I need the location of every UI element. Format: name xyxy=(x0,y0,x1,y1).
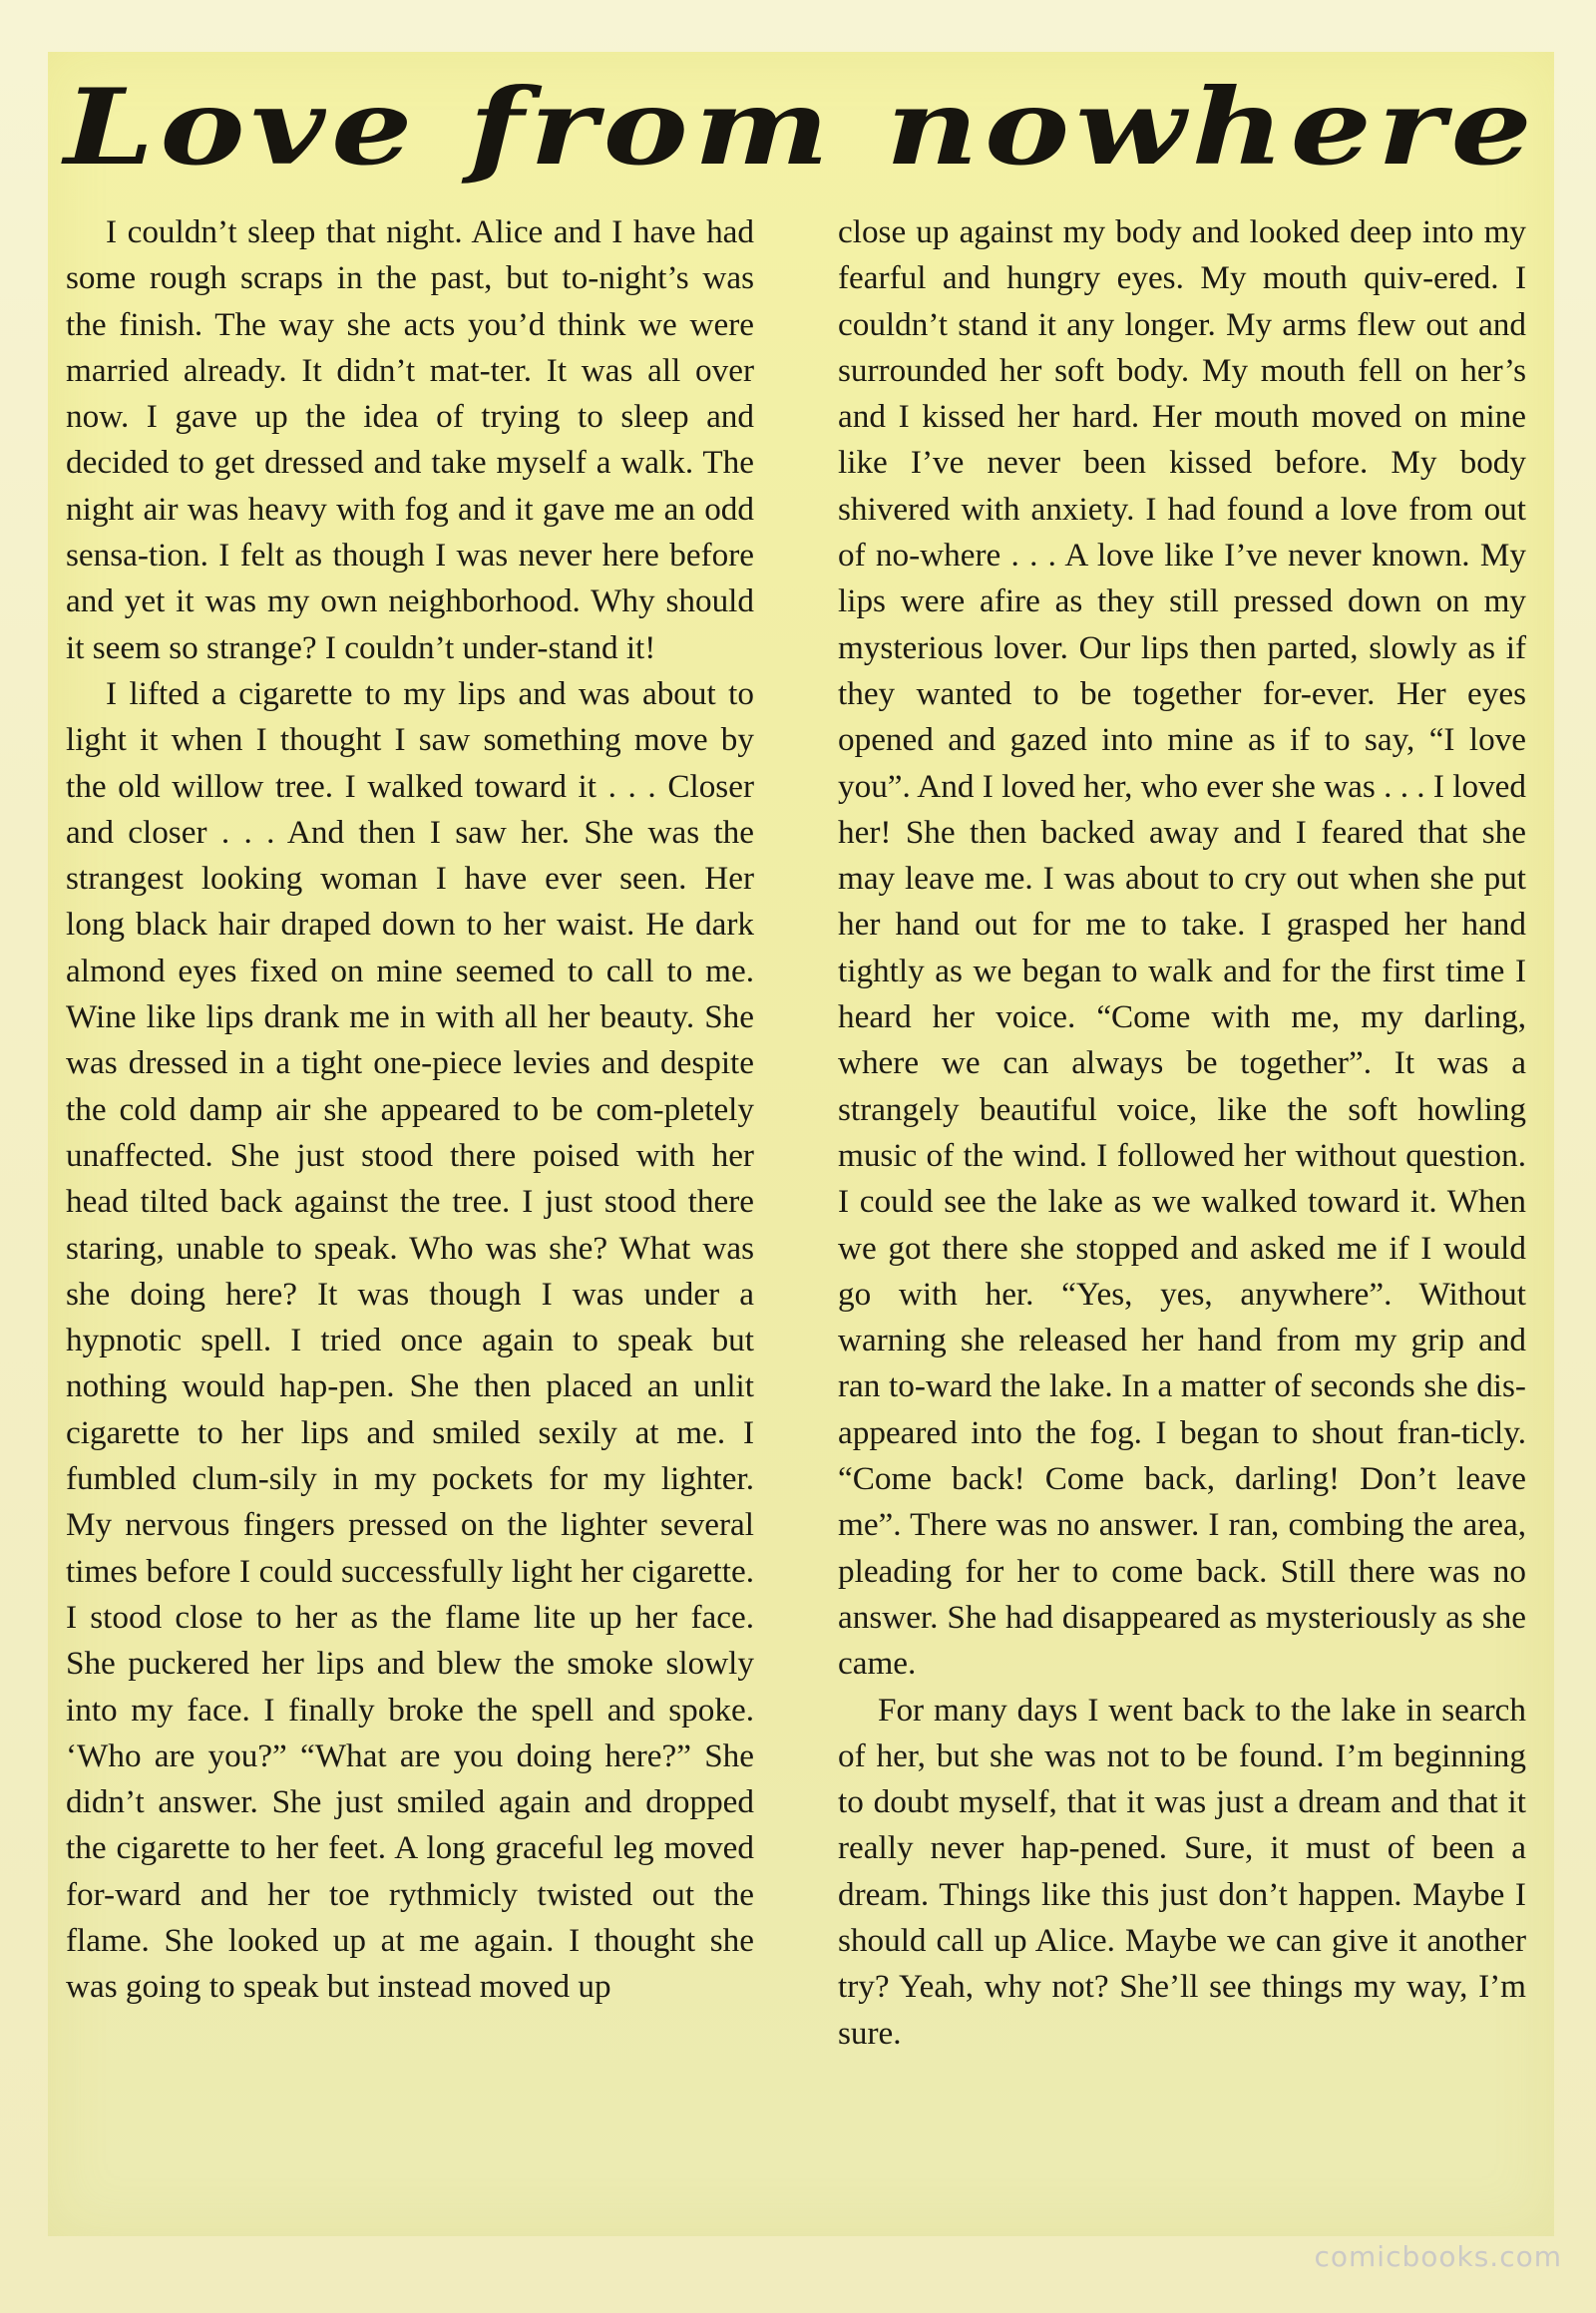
story-paragraph: I couldn’t sleep that night. Alice and I have had some rough scraps in the past, but to-night’s was the finish. The way she acts you’d think we were married already. It didn’t mat-ter. It was all over now. I gave up the idea of trying to sleep and decided to get dressed and take myself a walk. The night air was heavy with fog and it gave me an odd sensa-tion. I felt as though I was never here before and yet it was my own neighborhood. Why should it seem so strange? I couldn’t under-stand it! xyxy=(66,213,754,666)
text-column-left xyxy=(66,209,754,2011)
story-paragraph: I lifted a cigarette to my lips and was about to light it when I thought I saw something move by the old willow tree. I walked toward it . . . Closer and closer . . . And then I saw her. She was the strangest looking woman I have ever seen. Her long black hair draped down to her waist. He dark almond eyes fixed on mine seemed to call to me. Wine like lips drank me in with all her beauty. She was dressed in a tight one-piece levies and despite the cold damp air she appeared to be com-pletely unaffected. She just stood there poised with her head tilted back against the tree. I just stood there staring, unable to speak. Who was she? What was she doing here? It was though I was under a hypnotic spell. I tried once again to speak but nothing would hap-pen. She then placed an unlit cigarette to her lips and smiled sexily at me. I fumbled clum-sily in my pockets for my lighter. My nervous fingers pressed on the lighter several times before I could successfully light her cigarette. I stood close to her as the flame lite up her face. She puckered her lips and blew the smoke slowly into my face. I finally broke the spell and spoke. ‘Who are you?” “What are you doing here?” She didn’t answer. She just smiled again and dropped the cigarette to her feet. A long graceful leg moved for-ward and her toe rythmicly twisted out the flame. She looked up at me again. I thought she was going to speak but instead moved up xyxy=(66,674,754,2006)
story-paragraph-continued: close up against my body and looked deep into my fearful and hungry eyes. My mouth quiv-ered. I couldn’t stand it any longer. My arms flew out and surrounded her soft body. My mouth fell on her’s and I kissed her hard. Her mouth moved on mine like I’ve never been kissed before. My body shivered with anxiety. I had found a love from out of no-where . . . A love like I’ve never known. My lips were afire as they still pressed down on my mysterious lover. Our lips then parted, slowly as if they wanted to be together for-ever. Her eyes opened and gazed into mine as if to say, “I love you”. And I loved her, who ever she was . . . I loved her! She then backed away and I feared that she may leave me. I was about to cry out when she put her hand out for me to take. I grasped her hand tightly as we began to walk and for the first time I heard her voice. “Come with me, my darling, where we can always be together”. It was a strangely beautiful voice, like the soft howling music of the wind. I followed her without question. I could see the lake as we walked toward it. When we got there she stopped and asked me if I would go with her. “Yes, yes, anywhere”. Without warning she released her hand from my grip and ran to-ward the lake. In a matter of seconds she dis-appeared into the fog. I began to shout fran-ticly. “Come back! Come back, darling! Don’t leave me”. There was no answer. I ran, combing the area, pleading for her to come back. Still there was no answer. She had disappeared as mysteriously as she came. xyxy=(838,213,1526,1683)
story-title: Love from nowhere xyxy=(64,66,1538,190)
story-paragraph: For many days I went back to the lake in search of her, but she was not to be found. I’m beginning to doubt myself, that it was just a dream and that it really never hap-pened. Sure, it must of been a dream. Things like this just don’t happen. Maybe I should call up Alice. Maybe we can give it another try? Yeah, why not? She’ll see things my way, I’m sure. xyxy=(838,1691,1526,2052)
site-watermark: comicbooks.com xyxy=(1314,2240,1562,2273)
text-column-right xyxy=(838,209,1526,2057)
